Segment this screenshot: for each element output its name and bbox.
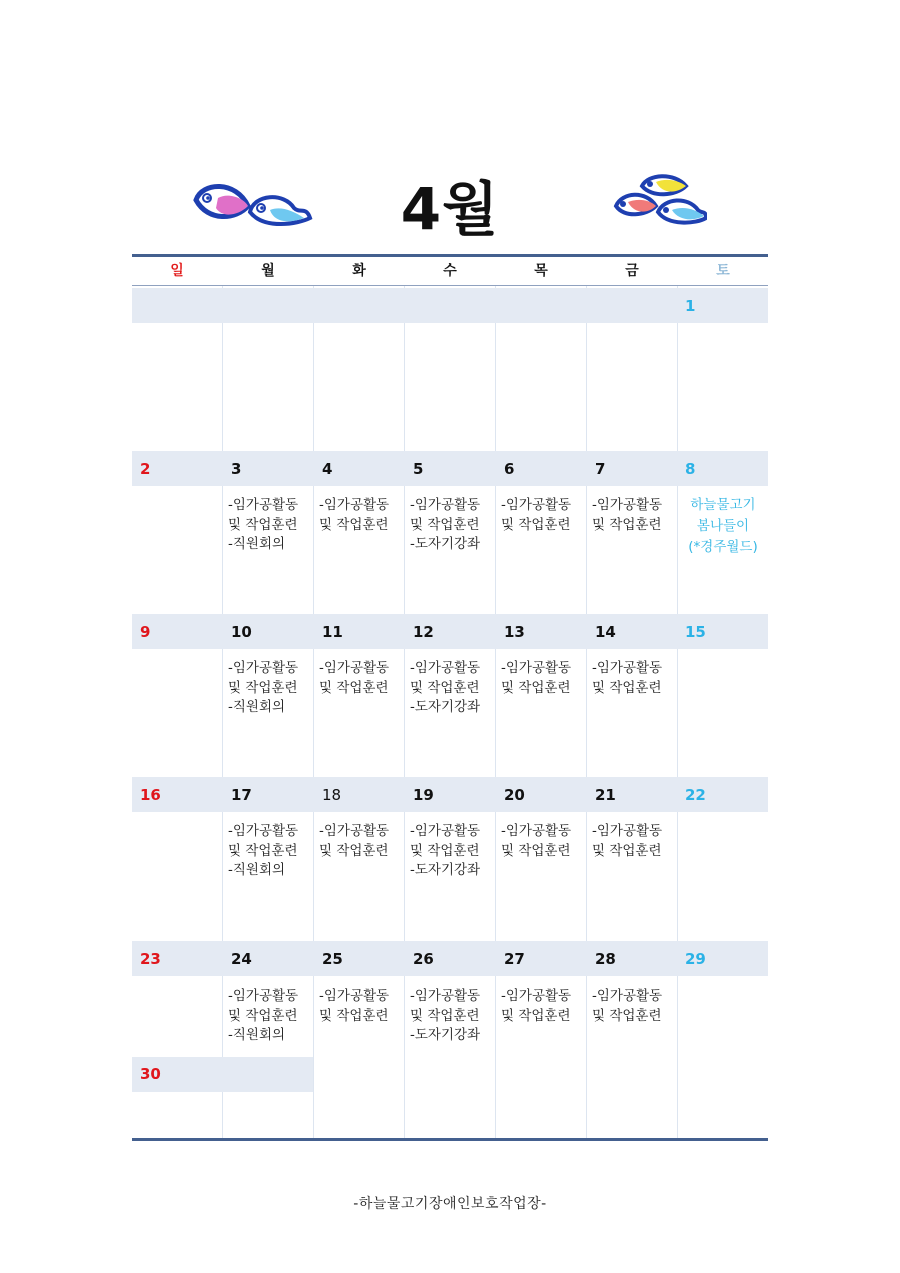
event-line: 및 작업훈련 bbox=[319, 842, 389, 859]
event-wed bbox=[410, 822, 480, 881]
day-number: 14 bbox=[595, 623, 616, 641]
event-line: -직원회의 bbox=[228, 699, 286, 715]
event-line: -직원회의 bbox=[228, 862, 286, 878]
event-line: 및 작업훈련 bbox=[228, 842, 298, 859]
calendar-grid bbox=[132, 254, 768, 1142]
day-number: 7 bbox=[595, 460, 606, 478]
event-line: 및 작업훈련 bbox=[319, 679, 389, 696]
event-line: 및 작업훈련 bbox=[592, 679, 662, 696]
day-number: 13 bbox=[504, 623, 525, 641]
event-thu bbox=[501, 987, 571, 1026]
event-line: 및 작업훈련 bbox=[319, 516, 389, 533]
event-mon bbox=[228, 659, 298, 718]
calendar-bottom-rule bbox=[132, 1138, 768, 1141]
event-line: -임가공활동 bbox=[228, 660, 299, 676]
day-number: 11 bbox=[322, 623, 343, 641]
event-line: 및 작업훈련 bbox=[501, 679, 571, 696]
event-line: -임가공활동 bbox=[592, 497, 663, 513]
event-wed bbox=[410, 659, 480, 718]
day-number: 3 bbox=[231, 460, 242, 478]
event-line: -임가공활동 bbox=[228, 823, 299, 839]
event-line: -임가공활동 bbox=[501, 988, 572, 1004]
event-line: -임가공활동 bbox=[501, 497, 572, 513]
grid-line bbox=[677, 286, 678, 1138]
event-line: -임가공활동 bbox=[319, 988, 390, 1004]
event-line: 및 작업훈련 bbox=[410, 842, 480, 859]
event-tue bbox=[319, 987, 389, 1026]
weekday-wed: 수 bbox=[443, 263, 457, 279]
day-number: 18 bbox=[322, 786, 342, 804]
event-line: -도자기강좌 bbox=[410, 536, 481, 552]
event-line: 및 작업훈련 bbox=[410, 1007, 480, 1024]
event-line: 하늘물고기 bbox=[690, 497, 756, 513]
week-band bbox=[132, 777, 768, 812]
event-line: -직원회의 bbox=[228, 536, 286, 552]
event-line: -임가공활동 bbox=[592, 988, 663, 1004]
event-line: 및 작업훈련 bbox=[228, 516, 298, 533]
day-number: 6 bbox=[504, 460, 515, 478]
event-line: 및 작업훈련 bbox=[501, 516, 571, 533]
day-number: 15 bbox=[685, 623, 706, 641]
day-number: 23 bbox=[140, 950, 161, 968]
grid-line bbox=[495, 286, 496, 1138]
event-tue bbox=[319, 822, 389, 861]
event-thu bbox=[501, 822, 571, 861]
day-number: 1 bbox=[685, 297, 696, 315]
day-number: 24 bbox=[231, 950, 252, 968]
event-line: 및 작업훈련 bbox=[319, 1007, 389, 1024]
event-line: -임가공활동 bbox=[410, 988, 481, 1004]
event-line: -임가공활동 bbox=[319, 497, 390, 513]
day-number: 17 bbox=[231, 786, 252, 804]
event-line: -임가공활동 bbox=[592, 823, 663, 839]
event-line: -임가공활동 bbox=[410, 823, 481, 839]
day-number: 8 bbox=[685, 460, 696, 478]
weekday-tue: 화 bbox=[352, 263, 366, 279]
day-number: 16 bbox=[140, 786, 161, 804]
event-wed bbox=[410, 987, 480, 1046]
fish-left-icon bbox=[188, 178, 313, 230]
day-number: 2 bbox=[140, 460, 151, 478]
event-line: -임가공활동 bbox=[592, 660, 663, 676]
day-number: 19 bbox=[413, 786, 434, 804]
event-line: -도자기강좌 bbox=[410, 699, 481, 715]
weekday-sun: 일 bbox=[170, 263, 184, 279]
event-mon bbox=[228, 987, 298, 1046]
day-number: 26 bbox=[413, 950, 434, 968]
event-fri bbox=[592, 659, 662, 698]
event-line: 및 작업훈련 bbox=[228, 679, 298, 696]
day-number: 27 bbox=[504, 950, 525, 968]
event-line: -임가공활동 bbox=[410, 497, 481, 513]
event-tue bbox=[319, 659, 389, 698]
event-fri bbox=[592, 822, 662, 861]
event-fri bbox=[592, 987, 662, 1026]
week-band bbox=[132, 288, 768, 323]
event-line: -임가공활동 bbox=[501, 660, 572, 676]
event-line: -임가공활동 bbox=[319, 823, 390, 839]
weekday-mon: 월 bbox=[261, 263, 275, 279]
special-event bbox=[678, 495, 768, 558]
event-thu bbox=[501, 659, 571, 698]
event-line: 및 작업훈련 bbox=[501, 1007, 571, 1024]
day-number: 12 bbox=[413, 623, 434, 641]
event-wed bbox=[410, 496, 480, 555]
event-line: -임가공활동 bbox=[501, 823, 572, 839]
event-mon bbox=[228, 822, 298, 881]
weekday-sat: 토 bbox=[716, 263, 730, 279]
day-number: 22 bbox=[685, 786, 706, 804]
week-band bbox=[132, 614, 768, 649]
day-number: 25 bbox=[322, 950, 343, 968]
event-tue bbox=[319, 496, 389, 535]
event-line: -임가공활동 bbox=[319, 660, 390, 676]
day-number: 4 bbox=[322, 460, 333, 478]
grid-line bbox=[222, 286, 223, 1138]
event-line: 봄나들이 bbox=[696, 518, 750, 534]
event-line: -도자기강좌 bbox=[410, 1027, 481, 1043]
event-mon bbox=[228, 496, 298, 555]
event-line: 및 작업훈련 bbox=[410, 679, 480, 696]
day-number: 29 bbox=[685, 950, 706, 968]
weekday-header-rule bbox=[132, 285, 768, 286]
day-number: 9 bbox=[140, 623, 151, 641]
week-band bbox=[132, 451, 768, 486]
fish-right-icon bbox=[612, 172, 707, 228]
event-line: -임가공활동 bbox=[228, 988, 299, 1004]
day-number: 5 bbox=[413, 460, 424, 478]
event-line: 및 작업훈련 bbox=[501, 842, 571, 859]
grid-line bbox=[586, 286, 587, 1138]
event-line: 및 작업훈련 bbox=[410, 516, 480, 533]
event-line: 및 작업훈련 bbox=[592, 842, 662, 859]
day-number: 28 bbox=[595, 950, 616, 968]
event-thu bbox=[501, 496, 571, 535]
event-line: -직원회의 bbox=[228, 1027, 286, 1043]
grid-line bbox=[404, 286, 405, 1138]
page-title: 4월 bbox=[400, 175, 500, 243]
event-line: 및 작업훈련 bbox=[228, 1007, 298, 1024]
day-number: 10 bbox=[231, 623, 252, 641]
event-fri bbox=[592, 496, 662, 535]
grid-line bbox=[313, 286, 314, 1138]
event-line: -도자기강좌 bbox=[410, 862, 481, 878]
event-line: (*경주월드) bbox=[688, 539, 758, 555]
footer-organization: -하늘물고기장애인보호작업장- bbox=[353, 1196, 547, 1212]
event-line: 및 작업훈련 bbox=[592, 516, 662, 533]
event-line: -임가공활동 bbox=[410, 660, 481, 676]
weekday-fri: 금 bbox=[625, 263, 639, 279]
event-line: -임가공활동 bbox=[228, 497, 299, 513]
weekday-thu: 목 bbox=[534, 263, 548, 279]
day-number: 21 bbox=[595, 786, 616, 804]
day-number: 30 bbox=[140, 1065, 161, 1083]
week-band bbox=[132, 941, 768, 976]
day-number: 20 bbox=[504, 786, 525, 804]
event-line: 및 작업훈련 bbox=[592, 1007, 662, 1024]
